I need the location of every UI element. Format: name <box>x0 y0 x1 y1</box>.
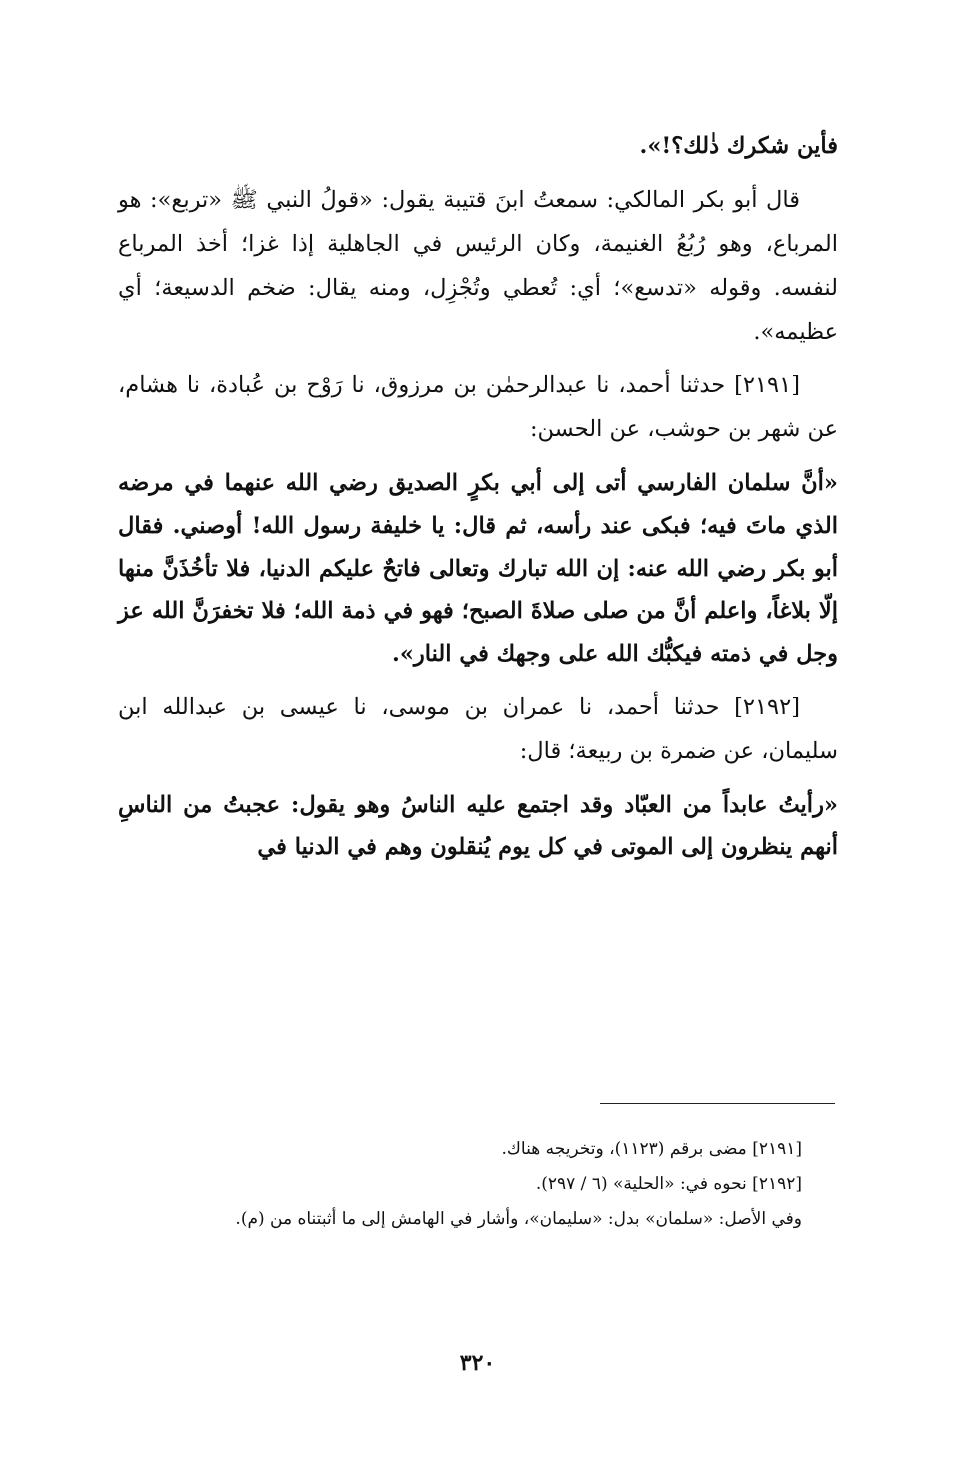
isnad-2191: [٢١٩١] حدثنا أحمد، نا عبدالرحمٰن بن مرزوق، نا رَوْح بن عُبادة، نا هشام، عن شهر بن حوشب، عن الحسن: <box>118 372 838 443</box>
footnote-2192: [٢١٩٢] نحوه في: «الحلية» (٦ / ٢٩٧). <box>535 1173 802 1194</box>
hadith-text-2192: «رأيتُ عابداً من العبّاد وقد اجتمع عليه الناسُ وهو يقول: عجبتُ من الناسِ أنهم ينظرون إلى الموتى في كل يوم يُنقلون وهم في الدنيا في <box>118 791 838 861</box>
page-number: ٣٢٠ <box>459 1350 496 1376</box>
hadith-text-2191: «أنَّ سلمان الفارسي أتى إلى أبي بكرٍ الصديق رضي الله عنهما في مرضه الذي ماتَ فيه؛ فبكى عند رأسه، ثم قال: يا خليفة رسول الله! أوصني. فقال أبو بكر رضي الله عنه: إن الله تبارك وتعالى فاتحٌ عليكم الدنيا، فلا تأخُذَنَّ منها إلّا بلاغاً، واعلم أنَّ من صلى صلاةَ الصبح؛ فهو في ذمة الله؛ فلا تخفرَنَّ الله عز وجل في ذمته فيكبُّك الله على وجهك في النار». <box>118 470 838 668</box>
main-text <box>118 125 838 869</box>
footnote-separator <box>600 1103 835 1104</box>
isnad-2192: [٢١٩٢] حدثنا أحمد، نا عمران بن موسى، نا عيسى بن عبدالله ابن سليمان، عن ضمرة بن ربيعة؛ قال: <box>118 693 838 764</box>
footnotes <box>118 1132 838 1237</box>
footnote-2191: [٢١٩١] مضى برقم (١١٢٣)، وتخريجه هناك. <box>501 1139 802 1159</box>
footnote-note: وفي الأصل: «سلمان» بدل: «سليمان»، وأشار في الهامش إلى ما أثبتناه من (م). <box>235 1208 802 1229</box>
closing-line: فأين شكرك ذٰلك؟!». <box>639 133 838 159</box>
paragraph-maliki: قال أبو بكر المالكي: سمعتُ ابنَ قتيبة يقول: «قولُ النبي ﷺ «تربع»: هو المرباع، وهو رُبُعُ الغنيمة، وكان الرئيس في الجاهلية إذا غزا؛ أخذ المرباع لنفسه. وقوله «تدسع»؛ أي: تُعطي وتُجْزِل، ومنه يقال: ضخم الدسيعة؛ أي عظيمه». <box>118 186 838 345</box>
